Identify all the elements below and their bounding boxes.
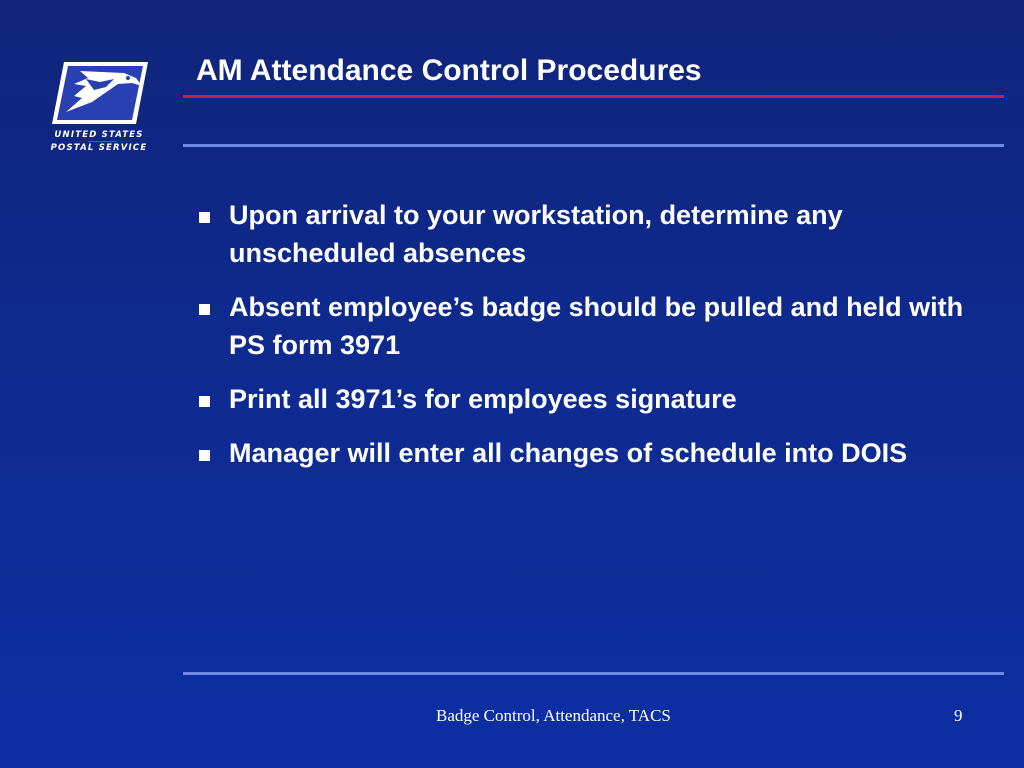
square-bullet-icon: [199, 396, 210, 407]
logo-line-2: POSTAL SERVICE: [50, 143, 148, 153]
logo-line-1: UNITED STATES: [54, 130, 144, 140]
square-bullet-icon: [199, 212, 210, 223]
bottom-blue-rule: [183, 672, 1004, 675]
footer-text: Badge Control, Attendance, TACS: [436, 706, 671, 725]
bullet-item: [196, 434, 976, 472]
bullet-list: [196, 196, 976, 488]
top-blue-rule: [183, 144, 1004, 147]
bullet-text: Print all 3971’s for employees signature: [229, 384, 737, 414]
square-bullet-icon: [199, 450, 210, 461]
page-number: 9: [954, 706, 963, 725]
square-bullet-icon: [199, 304, 210, 315]
bullet-text: Absent employee’s badge should be pulled and held with PS form 3971: [229, 292, 964, 360]
bullet-item: [196, 196, 976, 272]
usps-logo: [44, 62, 154, 158]
usps-eagle-icon: [52, 62, 148, 124]
title-red-rule: [183, 95, 1004, 98]
bullet-text: Manager will enter all changes of schedule into DOIS: [229, 438, 908, 468]
bullet-item: [196, 288, 976, 364]
bullet-item: [196, 380, 976, 418]
logo-red-rule: [88, 141, 116, 142]
bullet-text: Upon arrival to your workstation, determine any unscheduled absences: [229, 200, 843, 268]
slide-title: AM Attendance Control Procedures: [196, 54, 702, 87]
